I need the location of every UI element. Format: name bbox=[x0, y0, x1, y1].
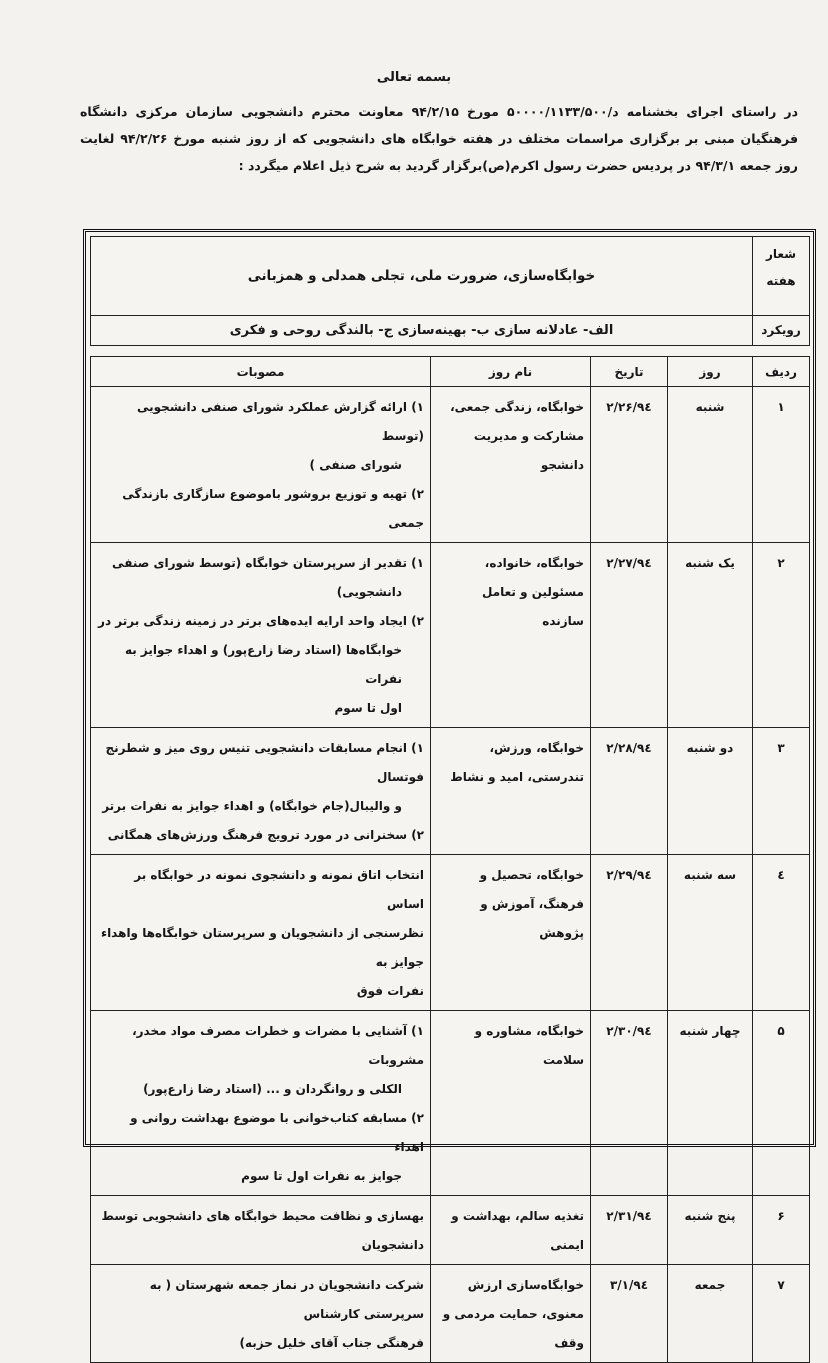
day-name-cell: خوابگاه، ورزش، تندرستی، امید و نشاط bbox=[431, 728, 591, 855]
approval-line: ۱) تقدیر از سرپرستان خوابگاه (توسط شورای صنفی bbox=[112, 556, 424, 570]
date-cell: ۹٤/۲/۲۸ bbox=[591, 728, 668, 855]
day-cell: سه شنبه bbox=[668, 855, 753, 1011]
date-cell: ۹٤/۲/۲۷ bbox=[591, 543, 668, 728]
approval-line: فرهنگی جناب آقای خلیل حزبه) bbox=[239, 1336, 424, 1350]
col-header-day: روز bbox=[668, 357, 753, 387]
table-row bbox=[91, 728, 810, 855]
approval-line: شورای صنفی ) bbox=[309, 458, 402, 472]
col-header-name: نام روز bbox=[431, 357, 591, 387]
approval-line: بهسازی و نظافت محیط خوابگاه های دانشجویی توسط دانشجویان bbox=[101, 1209, 424, 1252]
approval-line: دانشجویی) bbox=[336, 585, 402, 599]
approval-line: الکلی و روانگردان و ... (استاد رضا زارع‌پور) bbox=[143, 1082, 402, 1096]
row-number: ۲ bbox=[753, 543, 810, 728]
approval-line: ۱) آشنایی با مضرات و خطرات مصرف مواد مخدر، مشروبات bbox=[132, 1024, 424, 1067]
slogan-label-line-1: شعار bbox=[766, 247, 796, 261]
approvals-cell bbox=[91, 855, 431, 1011]
col-header-approvals: مصوبات bbox=[91, 357, 431, 387]
day-cell: چهار شنبه bbox=[668, 1011, 753, 1196]
day-cell: پنج شنبه bbox=[668, 1196, 753, 1265]
approval-line: اول تا سوم bbox=[334, 701, 402, 715]
approach-text: الف- عادلانه سازی ب- بهینه‌سازی ج- بالندگی روحی و فکری bbox=[91, 316, 753, 346]
row-number: ۶ bbox=[753, 1196, 810, 1265]
day-cell: شنبه bbox=[668, 387, 753, 543]
slogan-label-line-2: هفته bbox=[766, 274, 796, 288]
approval-line: جوایز به نفرات اول تا سوم bbox=[241, 1169, 402, 1183]
table-row bbox=[91, 855, 810, 1011]
day-name-cell: خوابگاه، زندگی جمعی، مشارکت و مدیریت دانشجو bbox=[431, 387, 591, 543]
date-cell: ۹٤/۲/۳۱ bbox=[591, 1196, 668, 1265]
date-cell: ۹٤/۲/۳۰ bbox=[591, 1011, 668, 1196]
approval-line: انتخاب اتاق نمونه و دانشجوی نمونه در خوابگاه بر اساس bbox=[134, 868, 424, 911]
approvals-cell bbox=[91, 728, 431, 855]
approval-line: نفرات فوق bbox=[356, 984, 424, 998]
schedule-table bbox=[90, 356, 810, 1363]
day-name-cell: خوابگاه، خانواده، مسئولین و تعامل سازنده bbox=[431, 543, 591, 728]
col-header-date: تاریخ bbox=[591, 357, 668, 387]
table-row bbox=[91, 543, 810, 728]
day-cell: یک شنبه bbox=[668, 543, 753, 728]
row-number: ۱ bbox=[753, 387, 810, 543]
basmala-heading: بسمه تعالی bbox=[376, 70, 452, 85]
day-cell: جمعه bbox=[668, 1265, 753, 1363]
approval-line: ۱) انجام مسابقات دانشجویی تنیس روی میز و شطرنج فوتسال bbox=[105, 741, 424, 784]
row-number: ۷ bbox=[753, 1265, 810, 1363]
day-name-cell: خوابگاه، مشاوره و سلامت bbox=[431, 1011, 591, 1196]
approvals-cell bbox=[91, 1011, 431, 1196]
date-cell: ۹٤/۳/۱ bbox=[591, 1265, 668, 1363]
approval-line: ۱) ارائه گزارش عملکرد شورای صنفی دانشجویی (توسط bbox=[137, 400, 424, 443]
date-cell: ۹٤/۲/۲۹ bbox=[591, 855, 668, 1011]
table-row bbox=[91, 387, 810, 543]
day-name-cell: خوابگاه، تحصیل و فرهنگ، آموزش و پژوهش bbox=[431, 855, 591, 1011]
table-row bbox=[91, 1196, 810, 1265]
approval-line: خوابگاه‌ها (استاد رضا زارع‌پور) و اهداء جوایز به نفرات bbox=[124, 643, 402, 686]
day-name-cell: تغذیه سالم، بهداشت و ایمنی bbox=[431, 1196, 591, 1265]
row-number: ۵ bbox=[753, 1011, 810, 1196]
date-cell: ۹٤/۲/۲۶ bbox=[591, 387, 668, 543]
approvals-cell bbox=[91, 1196, 431, 1265]
intro-paragraph: در راستای اجرای بخشنامه د/۵۰۰۰۰/۱۱۳۳/۵۰۰ مورخ ۹۴/۲/۱۵ معاونت محترم دانشجویی سازمان مرکزی دانشگاه فرهنگیان مبنی بر برگزاری مراسمات مختلف در هفته خوابگاه های دانشجویی که از روز شنبه مورخ ۹۴/۲/۲۶ لغایت روز جمعه ۹۴/۳/۱ در پردیس حضرت رسول اکرم(ص)برگزار گردید به شرح ذیل اعلام میگردد : bbox=[80, 104, 799, 173]
approval-line: و والیبال(جام خوابگاه) و اهداء جوایز به نفرات برتر bbox=[102, 799, 402, 813]
approval-line: ۲) سخنرانی در مورد ترویج فرهنگ ورزش‌های همگانی bbox=[107, 828, 424, 842]
schedule-header-row bbox=[91, 357, 810, 387]
table-row bbox=[91, 1011, 810, 1196]
row-number: ٤ bbox=[753, 855, 810, 1011]
approvals-cell bbox=[91, 543, 431, 728]
approval-line: ۲) تهیه و توزیع بروشور باموضوع سازگاری بازندگی جمعی bbox=[122, 487, 424, 530]
approval-line: ۲) مسابقه کتاب‌خوانی با موضوع بهداشت روانی و اهداء bbox=[130, 1111, 424, 1154]
approvals-cell bbox=[91, 1265, 431, 1363]
approval-line: نظرسنجی از دانشجویان و سرپرستان خوابگاه‌ها واهداء جوایز به bbox=[100, 926, 424, 969]
slogan-table bbox=[90, 236, 810, 346]
table-row bbox=[91, 1265, 810, 1363]
slogan-label bbox=[753, 237, 810, 316]
approvals-cell bbox=[91, 387, 431, 543]
col-header-row: ردیف bbox=[753, 357, 810, 387]
row-number: ۳ bbox=[753, 728, 810, 855]
approval-line: ۲) ایجاد واحد ارایه ایده‌های برتر در زمینه زندگی برتر در bbox=[98, 614, 424, 628]
day-name-cell: خوابگاه‌سازی ارزش معنوی، حمایت مردمی و وقف bbox=[431, 1265, 591, 1363]
program-frame bbox=[83, 229, 816, 1350]
day-cell: دو شنبه bbox=[668, 728, 753, 855]
approach-label: رویکرد bbox=[753, 316, 810, 346]
approval-line: شرکت دانشجویان در نماز جمعه شهرستان ( به سرپرستی کارشناس bbox=[149, 1278, 424, 1321]
slogan-text: خوابگاه‌سازی، ضرورت ملی، تجلی همدلی و همزبانی bbox=[91, 237, 753, 316]
